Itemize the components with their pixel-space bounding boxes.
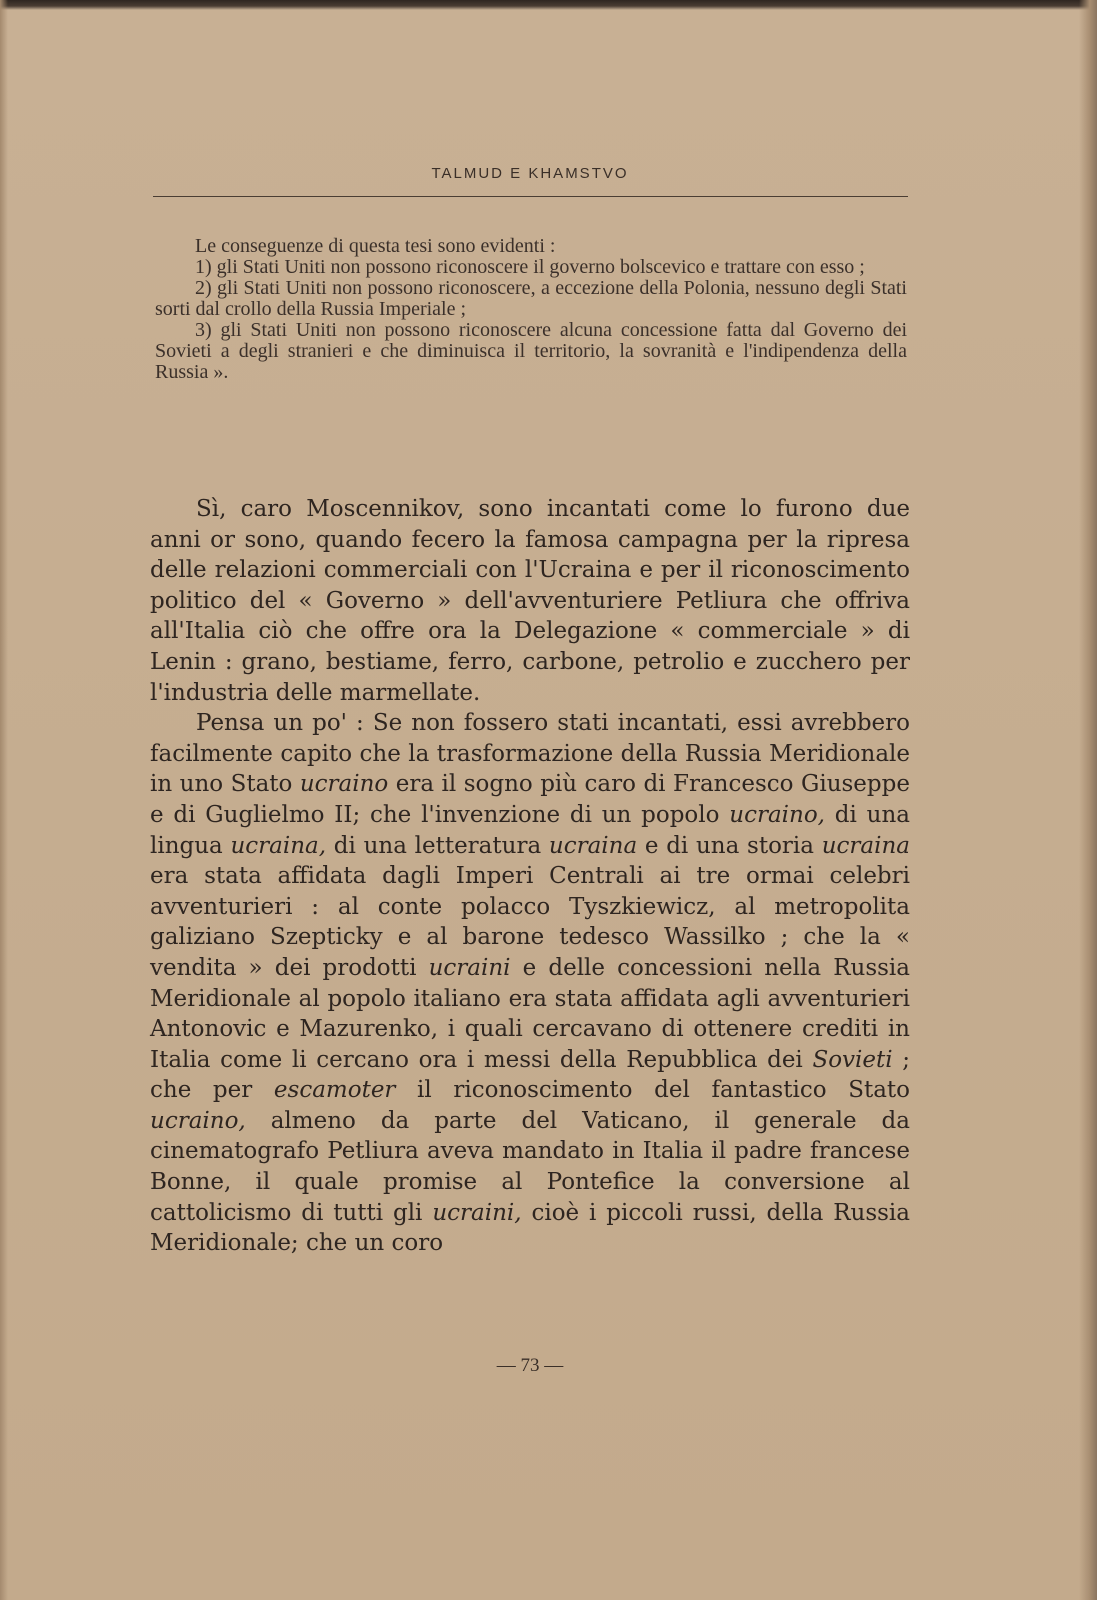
text-run: di una lingua [150, 801, 910, 859]
italic-run: ucraina, [230, 832, 327, 859]
italic-run: ucraino [299, 771, 389, 798]
quoted-theses [155, 236, 907, 383]
text-run: e delle concessioni nella Russia Meridionale al popolo italiano era stata affidata agli avventurieri Antonovic e Mazurenko, i quali cercavano di ottenere crediti in Italia come li cercano ora i messi della Repubblica dei [150, 954, 910, 1073]
text-run: ; che per [150, 1046, 910, 1104]
page-number: — 73 — [496, 1355, 564, 1376]
italic-run: ucraina [821, 832, 910, 859]
italic-run: escamoter [273, 1077, 396, 1104]
body-paragraph: Sì, caro Moscennikov, sono incantati come lo furono due anni or sono, quando fecero la famosa campagna per la ripresa delle relazioni commerciali con l'Ucraina e per il riconoscimento politico del « Governo » dell'avventuriere Petliura che offriva all'Italia ciò che offre ora la Delegazione « commerciale » di Lenin : grano, bestiame, ferro, carbone, petrolio e zucchero per l'industria delle marmellate. [150, 496, 910, 706]
text-run: almeno da parte del Vaticano, il generale da cinematografo Petliura aveva mandato in Italia il padre francese Bonne, il quale promise al Pontefice la conversione al cattolicismo di tutti gli [150, 1107, 910, 1226]
italic-run: ucraino, [729, 801, 825, 828]
text-run: cioè i piccoli russi, della Russia Meridionale; che un coro [150, 1199, 910, 1257]
text-run: Pensa un po' : Se non fossero stati incantati, essi avrebbero facilmente capito che la trasformazione della Russia Meridionale in uno Stato [150, 710, 910, 798]
quote-paragraph: 3) gli Stati Uniti non possono riconoscere alcuna concessione fatta dal Governo dei Sovieti a degli stranieri e che diminuisca il territorio, la sovranità e l'indipendenza della Russia ». [155, 319, 907, 383]
quote-paragraph: Le conseguenze di questa tesi sono evidenti : [195, 235, 556, 257]
italic-run: ucraini [428, 954, 511, 981]
header-rule [153, 196, 908, 197]
text-run: era stata affidata dagli Imperi Centrali ai tre ormai celebri avventurieri : al conte polacco Tyszkiewicz, al metropolita galiziano Szepticky e al barone tedesco Wassilko ; che la « vendita » dei prodotti [150, 863, 910, 981]
quote-paragraph: 1) gli Stati Uniti non possono riconoscere il governo bolscevico e trattare con esso ; [195, 256, 865, 278]
italic-run: Sovieti [812, 1046, 893, 1073]
body-paragraph [150, 708, 910, 1259]
quote-paragraph: 2) gli Stati Uniti non possono riconoscere, a eccezione della Polonia, nessuno degli Stati sorti dal crollo della Russia Imperiale ; [155, 277, 907, 320]
italic-run: ucraino, [150, 1107, 246, 1134]
italic-run: ucraini, [432, 1199, 522, 1226]
text-run: il riconoscimento del fantastico Stato [395, 1077, 910, 1104]
text-run: e di una storia [637, 832, 822, 859]
page-top-edge [0, 0, 1097, 10]
running-head: TALMUD E KHAMSTVO [431, 165, 629, 182]
text-run: era il sogno più caro di Francesco Giuseppe e di Guglielmo II; che l'invenzione di un popolo [150, 771, 910, 828]
text-run: di una letteratura [326, 832, 549, 859]
page-right-edge [1079, 0, 1097, 1600]
body-text [150, 494, 910, 1259]
italic-run: ucraina [548, 832, 638, 859]
